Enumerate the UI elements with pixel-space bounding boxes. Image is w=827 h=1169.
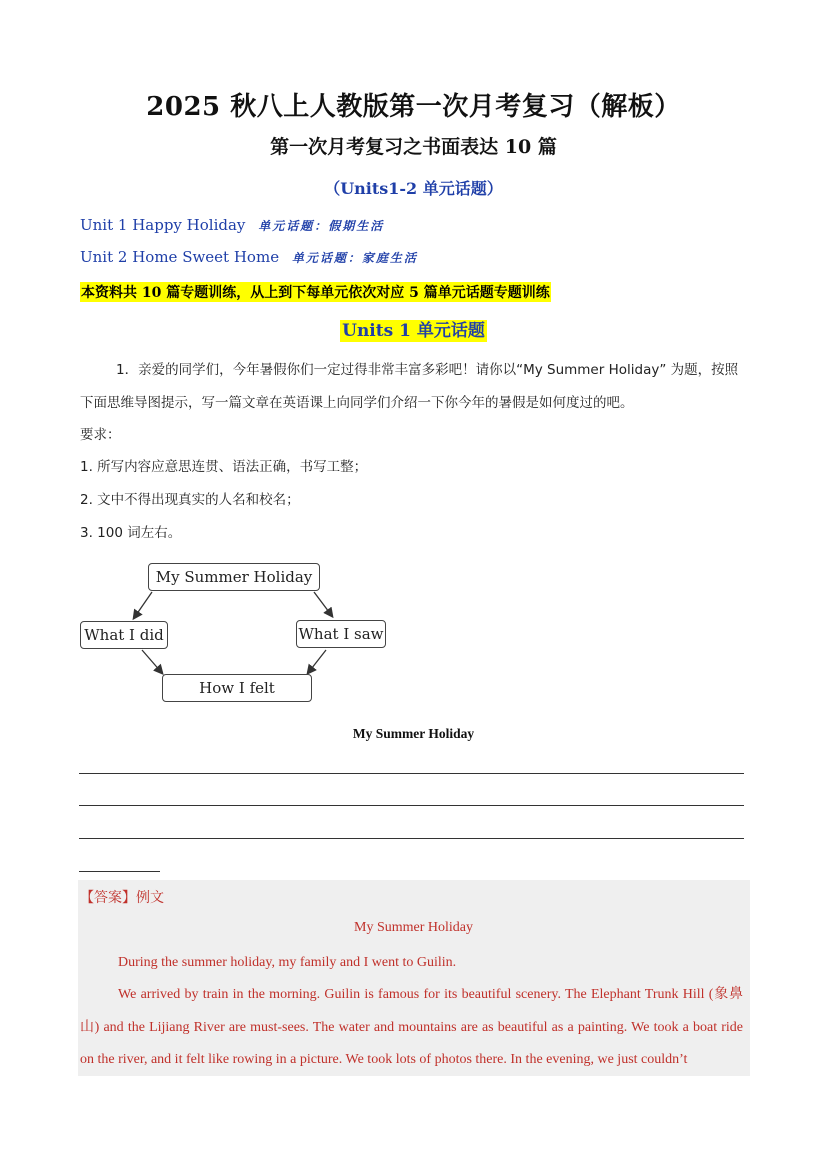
question-prompt: 1．亲爱的同学们，今年暑假你们一定过得非常丰富多彩吧！请你以“My Summer Holiday” 为题，按照下面思维导图提示，写一篇文章在英语课上向同学们介绍一下你今年的暑假是如何度过的吧。	[80, 362, 739, 411]
writing-line	[79, 838, 744, 839]
unit-1-name: Unit 1 Happy Holiday	[80, 216, 246, 234]
arrow-saw-to-felt	[308, 650, 326, 673]
unit-2-name: Unit 2 Home Sweet Home	[80, 248, 280, 266]
mind-map-what-i-saw-node: What I saw	[296, 620, 386, 648]
mind-map-how-i-felt-node: How I felt	[162, 674, 312, 702]
document-subtitle: 第一次月考复习之书面表达 10 篇	[270, 136, 557, 158]
requirement-item: 1. 所写内容应意思连贯、语法正确，书写工整；	[80, 459, 368, 475]
document-title: 2025 秋八上人教版第一次月考复习（解板）	[146, 92, 681, 122]
mind-map-center-node: My Summer Holiday	[148, 563, 320, 591]
arrow-center-to-saw	[314, 592, 332, 616]
answer-paragraph: During the summer holiday, my family and I went to Guilin.	[118, 955, 457, 970]
answer-label: 【答案】例文	[80, 891, 164, 906]
unit-1-line	[80, 216, 384, 234]
requirements-label: 要求：	[80, 427, 121, 443]
unit-2-line	[80, 248, 418, 266]
writing-line-short	[79, 871, 160, 872]
mind-map	[78, 558, 390, 708]
section-heading	[0, 316, 827, 341]
answer-paragraph: We arrived by train in the morning. Guilin is famous for its beautiful scenery. The Elephant Trunk Hill (象鼻山) and the Lijiang River are must-sees. The water and mountains are as beautiful as a painting. We took a boat ride on the river, and it felt like rowing in a picture. We took lots of photos there. In the evening, we just couldn’t	[80, 987, 743, 1067]
section-heading-text: Units 1 单元话题	[342, 321, 485, 341]
essay-title: My Summer Holiday	[352, 726, 475, 741]
unit-2-topic: 单元话题：家庭生活	[291, 251, 418, 265]
requirement-item: 3. 100 词左右。	[80, 525, 182, 541]
requirement-item: 2. 文中不得出现真实的人名和校名；	[80, 492, 300, 508]
arrow-did-to-felt	[142, 650, 162, 673]
mind-map-what-i-did-node: What I did	[80, 621, 168, 649]
material-note: 本资料共 10 篇专题训练，从上到下每单元依次对应 5 篇单元话题专题训练	[80, 282, 551, 302]
answer-title: My Summer Holiday	[354, 920, 473, 935]
writing-line	[79, 773, 744, 774]
writing-line	[79, 805, 744, 806]
arrow-center-to-did	[134, 592, 152, 618]
units-range: （Units1-2 单元话题）	[324, 179, 503, 198]
unit-1-topic: 单元话题：假期生活	[258, 219, 385, 233]
